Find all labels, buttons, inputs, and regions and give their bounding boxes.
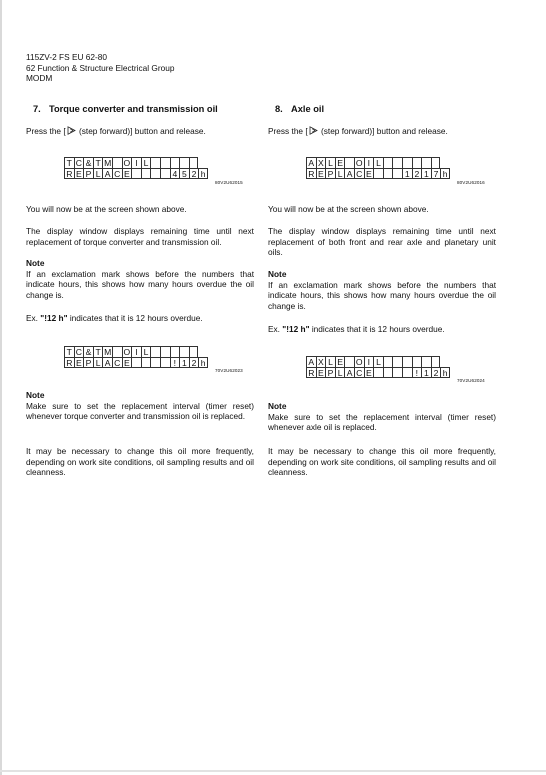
lcd-cell: A xyxy=(344,367,354,378)
lcd-cell: C xyxy=(354,168,364,179)
lcd-cell xyxy=(392,356,402,367)
lcd-cell xyxy=(402,367,412,378)
screen-text: You will now be at the screen shown above. xyxy=(268,204,429,214)
lcd-cell: A xyxy=(102,357,112,368)
lcd-cell: C xyxy=(112,168,122,179)
lcd-cell: L xyxy=(93,357,103,368)
lcd-cell: R xyxy=(64,357,74,368)
lcd-cell xyxy=(373,367,383,378)
lcd-cell: & xyxy=(83,157,93,168)
lcd-cell xyxy=(421,157,431,168)
lcd-cell: L xyxy=(373,157,383,168)
lcd-cell xyxy=(392,157,402,168)
lcd-cell xyxy=(160,157,170,168)
lcd-cell: T xyxy=(93,346,103,357)
lcd-cell xyxy=(112,346,122,357)
frequency-text: It may be necessary to change this oil more frequently, depending on work site conditions, oil sampling results and oil cleanness. xyxy=(268,446,496,478)
lcd-display xyxy=(306,157,450,179)
lcd-cell: O xyxy=(123,158,131,168)
lcd-row-bottom xyxy=(306,367,450,378)
lcd-cell xyxy=(383,168,393,179)
lcd-cell xyxy=(189,157,199,168)
lcd-cell: 2 xyxy=(189,357,199,368)
lcd-cell: X xyxy=(316,356,326,367)
note-label: Note xyxy=(26,390,45,400)
lcd-cell: C xyxy=(74,157,84,168)
example-value: "!12 h" xyxy=(282,324,310,334)
lcd-cell: T xyxy=(93,157,103,168)
lcd-cell: A xyxy=(306,356,316,367)
lcd-cell xyxy=(189,346,199,357)
lcd-cell xyxy=(141,357,151,368)
example-value: "!12 h" xyxy=(40,313,68,323)
lcd-cell: E xyxy=(335,356,345,367)
lcd-cell xyxy=(431,157,441,168)
lcd-cell: L xyxy=(325,356,335,367)
lcd-cell: P xyxy=(325,168,335,179)
lcd-cell: M xyxy=(104,158,112,168)
lcd-cell: 7 xyxy=(431,168,441,179)
section-heading: Axle oil xyxy=(291,104,325,114)
lcd-cell xyxy=(170,157,180,168)
lcd-display xyxy=(64,157,208,179)
lcd-display-overdue xyxy=(64,346,208,368)
lcd-cell xyxy=(402,356,412,367)
lcd-cell: T xyxy=(64,346,74,357)
lcd-cell: O xyxy=(355,357,363,367)
lcd-cell: I xyxy=(131,346,141,357)
lcd-cell xyxy=(179,346,189,357)
lcd-cell: h xyxy=(440,168,450,179)
note-block-1 xyxy=(268,269,496,312)
lcd-cell xyxy=(402,157,412,168)
lcd-cell: X xyxy=(316,157,326,168)
lcd-cell: E xyxy=(316,168,326,179)
lcd-cell: L xyxy=(93,168,103,179)
display-description: The display window displays remaining time until next replacement of torque converter and transmission oil. xyxy=(26,226,254,247)
lcd-cell: C xyxy=(354,367,364,378)
header-line-3: MODM xyxy=(26,73,53,83)
lcd-cell xyxy=(344,356,354,367)
lcd-row-bottom xyxy=(64,168,208,179)
note-text: If an exclamation mark shows before the numbers that indicate hours, this shows how many hours overdue the oil change is. xyxy=(26,268,254,300)
example-prefix: Ex. xyxy=(26,313,41,323)
step-forward-icon xyxy=(67,126,76,135)
section-title xyxy=(268,104,324,114)
lcd-cell xyxy=(344,157,354,168)
lcd-cell: M xyxy=(104,347,112,357)
note-label: Note xyxy=(26,258,45,268)
display-description: The display window displays remaining time until next replacement of both front and rear axle and planetary unit oils. xyxy=(268,226,496,258)
lcd-cell xyxy=(112,157,122,168)
lcd-cell xyxy=(412,356,422,367)
example-text xyxy=(268,324,445,335)
lcd-cell xyxy=(141,168,151,179)
lcd-cell: I xyxy=(131,157,141,168)
example-suffix: indicates that it is 12 hours overdue. xyxy=(67,313,203,323)
lcd-row-top xyxy=(306,157,450,168)
lcd-cell xyxy=(160,346,170,357)
lcd-cell: L xyxy=(325,157,335,168)
lcd-cell: 2 xyxy=(431,367,441,378)
lcd-cell: P xyxy=(83,357,93,368)
example-prefix: Ex. xyxy=(268,324,283,334)
lcd-cell: h xyxy=(440,367,450,378)
lcd-cell: h xyxy=(198,168,208,179)
lcd-cell: 1 xyxy=(421,168,431,179)
step-forward-icon xyxy=(309,126,318,135)
lcd-cell: A xyxy=(306,157,316,168)
header-line-2: 62 Function & Structure Electrical Group xyxy=(26,62,175,73)
lcd-cell xyxy=(373,168,383,179)
page-left-edge xyxy=(0,0,2,775)
lcd-cell xyxy=(179,157,189,168)
figure-code: 80V2U62015 xyxy=(215,180,243,185)
lcd-cell xyxy=(170,346,180,357)
lcd-cell: E xyxy=(364,367,374,378)
section-number: 8. xyxy=(275,104,283,114)
lcd-cell xyxy=(431,356,441,367)
figure-code: 70V2U62024 xyxy=(457,378,485,383)
section-number: 7. xyxy=(33,104,41,114)
press-suffix: (step forward)] button and release. xyxy=(318,126,448,136)
lcd-cell xyxy=(150,346,160,357)
example-suffix: indicates that it is 12 hours overdue. xyxy=(309,324,445,334)
lcd-cell: O xyxy=(123,347,131,357)
page-bottom-edge xyxy=(0,770,546,772)
lcd-cell: E xyxy=(74,357,84,368)
lcd-cell xyxy=(392,168,402,179)
lcd-cell: E xyxy=(364,168,374,179)
frequency-text: It may be necessary to change this oil more frequently, depending on work site conditions, oil sampling results and oil cleanness. xyxy=(26,446,254,478)
lcd-cell: C xyxy=(74,346,84,357)
screen-text: You will now be at the screen shown above. xyxy=(26,204,187,214)
lcd-cell xyxy=(412,157,422,168)
lcd-cell: 4 xyxy=(170,168,180,179)
note-label: Note xyxy=(268,269,287,279)
lcd-cell xyxy=(131,168,141,179)
lcd-cell: E xyxy=(74,168,84,179)
lcd-cell: E xyxy=(122,357,132,368)
note-block-2 xyxy=(268,401,496,433)
lcd-cell xyxy=(160,357,170,368)
lcd-cell xyxy=(421,356,431,367)
lcd-row-top xyxy=(64,157,208,168)
note-block-1 xyxy=(26,258,254,301)
press-instruction xyxy=(268,126,448,137)
lcd-cell: R xyxy=(64,168,74,179)
lcd-row-top xyxy=(64,346,208,357)
figure-code: 80V2U62016 xyxy=(457,180,485,185)
press-prefix: Press the [ xyxy=(26,126,66,136)
press-prefix: Press the [ xyxy=(268,126,308,136)
lcd-cell: 1 xyxy=(421,367,431,378)
lcd-cell: E xyxy=(122,168,132,179)
lcd-cell xyxy=(160,168,170,179)
document-header xyxy=(26,52,175,84)
lcd-cell: h xyxy=(198,357,208,368)
lcd-cell xyxy=(150,168,160,179)
lcd-cell: L xyxy=(141,157,151,168)
lcd-cell: L xyxy=(373,356,383,367)
lcd-cell xyxy=(383,367,393,378)
lcd-cell xyxy=(150,157,160,168)
lcd-cell: 1 xyxy=(402,168,412,179)
lcd-cell xyxy=(383,157,393,168)
lcd-cell: R xyxy=(306,168,316,179)
lcd-cell: L xyxy=(335,367,345,378)
lcd-cell: ! xyxy=(170,357,180,368)
figure-code: 70V2U62023 xyxy=(215,368,243,373)
press-instruction xyxy=(26,126,206,137)
lcd-cell: T xyxy=(64,157,74,168)
lcd-cell: L xyxy=(335,168,345,179)
lcd-cell: 2 xyxy=(189,168,199,179)
note-text: If an exclamation mark shows before the numbers that indicate hours, this shows how many hours overdue the oil change is. xyxy=(268,279,496,311)
lcd-cell: A xyxy=(344,168,354,179)
lcd-cell: I xyxy=(364,157,374,168)
lcd-cell: R xyxy=(306,367,316,378)
lcd-cell: ! xyxy=(412,367,422,378)
lcd-display-overdue xyxy=(306,356,450,378)
lcd-cell xyxy=(383,356,393,367)
lcd-cell: P xyxy=(325,367,335,378)
lcd-cell: E xyxy=(335,157,345,168)
note-label: Note xyxy=(268,401,287,411)
lcd-cell xyxy=(131,357,141,368)
section-title xyxy=(26,104,218,114)
lcd-cell: L xyxy=(141,346,151,357)
lcd-cell: E xyxy=(316,367,326,378)
lcd-row-bottom xyxy=(306,168,450,179)
lcd-cell xyxy=(150,357,160,368)
section-heading: Torque converter and transmission oil xyxy=(49,104,218,114)
lcd-cell: & xyxy=(83,346,93,357)
note-block-2 xyxy=(26,390,254,422)
lcd-cell: C xyxy=(112,357,122,368)
lcd-row-top xyxy=(306,356,450,367)
lcd-cell: I xyxy=(364,356,374,367)
lcd-cell: A xyxy=(102,168,112,179)
note-text: Make sure to set the replacement interval (timer reset) whenever axle oil is replaced. xyxy=(268,411,496,433)
lcd-cell: 2 xyxy=(412,168,422,179)
example-text xyxy=(26,313,203,324)
lcd-cell xyxy=(392,367,402,378)
press-suffix: (step forward)] button and release. xyxy=(76,126,206,136)
lcd-cell: O xyxy=(355,158,363,168)
lcd-cell: P xyxy=(83,168,93,179)
note-text: Make sure to set the replacement interval (timer reset) whenever torque converter and transmission oil is replaced. xyxy=(26,400,254,422)
lcd-cell: 1 xyxy=(179,357,189,368)
lcd-cell: 5 xyxy=(179,168,189,179)
lcd-row-bottom xyxy=(64,357,208,368)
header-line-1: 115ZV-2 FS EU 62-80 xyxy=(26,52,108,62)
